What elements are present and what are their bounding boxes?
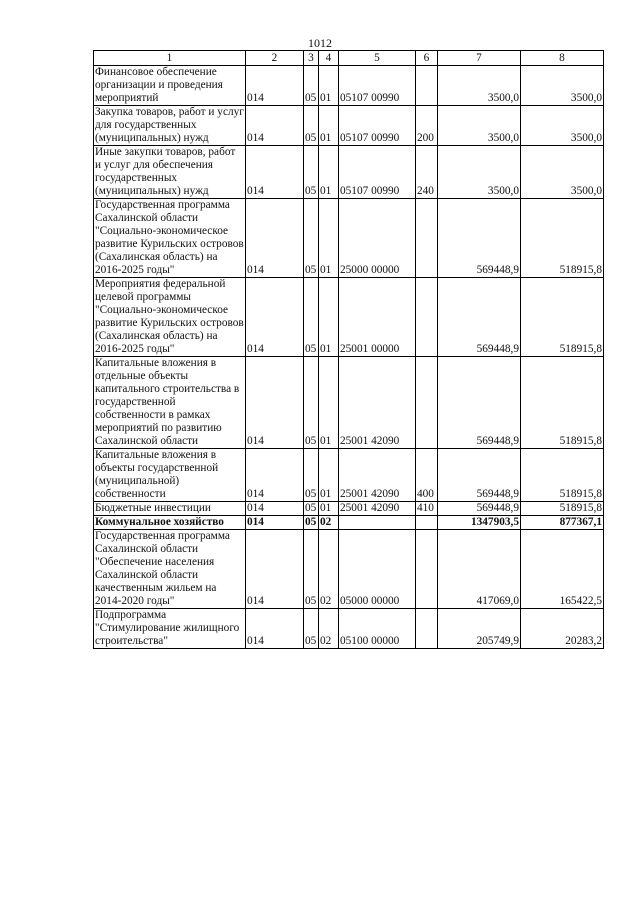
row-section-cell: 05 <box>304 146 319 199</box>
row-name-cell: Закупка товаров, работ и услуг для государственных (муниципальных) нужд <box>95 106 244 144</box>
table-row <box>94 199 604 278</box>
row-admin-code-cell: 014 <box>246 357 304 449</box>
table-row <box>94 609 604 649</box>
row-amount-year2-cell: 20283,2 <box>521 609 604 649</box>
row-amount-year2-cell: 3500,0 <box>521 66 604 106</box>
row-name-cell: Государственная программа Сахалинской области "Обеспечение населения Сахалинской области качественным жильем на 2014-2020 годы" <box>94 530 246 609</box>
row-target-article-cell: 05107 00990 <box>339 66 416 106</box>
row-admin-code-cell: 014 <box>246 146 304 199</box>
row-amount-year2-cell: 518915,8 <box>521 502 604 516</box>
row-expense-type-cell <box>416 66 438 106</box>
row-amount-year2-cell: 518915,8 <box>521 449 604 502</box>
row-amount-year1-cell: 3500,0 <box>438 66 521 106</box>
row-subsection-cell: 02 <box>319 530 339 609</box>
row-amount-year1-cell: 1347903,5 <box>438 516 521 530</box>
row-name-cell: Бюджетные инвестиции <box>94 502 246 516</box>
row-admin-code-cell: 014 <box>246 502 304 516</box>
row-target-article-cell: 25001 42090 <box>339 449 416 502</box>
row-target-article-cell: 25000 00000 <box>339 199 416 278</box>
column-header: 8 <box>521 51 604 66</box>
row-section-cell: 05 <box>304 199 319 278</box>
row-section-cell: 05 <box>304 357 319 449</box>
row-amount-year1-cell: 417069,0 <box>438 530 521 609</box>
row-expense-type-cell <box>416 278 438 357</box>
row-subsection-cell: 01 <box>319 106 339 146</box>
row-amount-year1-cell: 569448,9 <box>438 357 521 449</box>
row-section-cell: 05 <box>304 66 319 106</box>
column-header: 3 <box>304 51 319 66</box>
row-target-article-cell <box>339 516 416 530</box>
row-amount-year1-cell: 569448,9 <box>438 199 521 278</box>
row-admin-code-cell: 014 <box>246 530 304 609</box>
row-admin-code-cell: 014 <box>246 106 304 146</box>
row-expense-type-cell <box>416 530 438 609</box>
row-section-cell: 05 <box>304 278 319 357</box>
row-subsection-cell: 02 <box>319 609 339 649</box>
row-subsection-cell: 01 <box>319 357 339 449</box>
row-subsection-cell: 01 <box>319 278 339 357</box>
row-name-cell: Коммунальное хозяйство <box>94 516 246 530</box>
row-subsection-cell: 01 <box>319 66 339 106</box>
row-expense-type-cell <box>416 357 438 449</box>
row-name-cell: Государственная программа Сахалинской области "Социально-экономическое развитие Курильских островов (Сахалинская область) на 2016-2025 годы" <box>95 199 244 276</box>
row-subsection-cell: 02 <box>319 516 339 530</box>
row-amount-year2-cell: 877367,1 <box>521 516 604 530</box>
column-header: 7 <box>438 51 521 66</box>
row-expense-type-cell <box>416 609 438 649</box>
row-amount-year2-cell: 518915,8 <box>521 357 604 449</box>
row-target-article-cell: 05100 00000 <box>339 609 416 649</box>
row-section-cell: 05 <box>304 502 319 516</box>
row-name-cell: Иные закупки товаров, работ и услуг для обеспечения государственных (муниципальных) нужд <box>94 146 246 199</box>
row-expense-type-cell: 240 <box>416 146 438 199</box>
row-admin-code-cell: 014 <box>246 516 304 530</box>
row-amount-year2-cell: 3500,0 <box>521 146 604 199</box>
row-expense-type-cell: 400 <box>416 449 438 502</box>
table-row <box>94 502 604 516</box>
row-expense-type-cell: 410 <box>416 502 438 516</box>
table-row <box>94 357 604 449</box>
row-amount-year2-cell: 165422,5 <box>521 530 604 609</box>
row-expense-type-cell: 200 <box>416 106 438 146</box>
row-amount-year1-cell: 3500,0 <box>438 146 521 199</box>
row-section-cell: 05 <box>304 609 319 649</box>
row-amount-year1-cell: 205749,9 <box>438 609 521 649</box>
row-target-article-cell: 05107 00990 <box>339 106 416 146</box>
row-amount-year2-cell: 518915,8 <box>521 199 604 278</box>
row-expense-type-cell <box>416 516 438 530</box>
row-admin-code-cell: 014 <box>246 609 304 649</box>
table-row <box>94 449 604 502</box>
table-row <box>94 66 604 106</box>
row-subsection-cell: 01 <box>319 199 339 278</box>
table-body <box>94 66 604 649</box>
row-target-article-cell: 05107 00990 <box>339 146 416 199</box>
row-section-cell: 05 <box>304 516 319 530</box>
row-subsection-cell: 01 <box>319 502 339 516</box>
column-header: 2 <box>246 51 304 66</box>
row-target-article-cell: 25001 00000 <box>339 278 416 357</box>
row-subsection-cell: 01 <box>319 449 339 502</box>
page-number: 1012 <box>308 36 332 50</box>
row-target-article-cell: 25001 42090 <box>339 357 416 449</box>
column-header: 1 <box>94 51 246 66</box>
row-name-cell: Капитальные вложения в объекты государственной (муниципальной) собственности <box>94 449 246 502</box>
row-amount-year1-cell: 569448,9 <box>438 449 521 502</box>
row-name-cell: Финансовое обеспечение организации и проведения мероприятий <box>94 66 246 106</box>
row-amount-year2-cell: 518915,8 <box>521 278 604 357</box>
budget-table <box>93 50 604 649</box>
row-amount-year2-cell: 3500,0 <box>521 106 604 146</box>
row-section-cell: 05 <box>304 106 319 146</box>
column-header: 5 <box>339 51 416 66</box>
row-admin-code-cell: 014 <box>246 66 304 106</box>
row-section-cell: 05 <box>304 530 319 609</box>
row-amount-year1-cell: 569448,9 <box>438 278 521 357</box>
row-name-cell: Подпрограмма "Стимулирование жилищного строительства" <box>94 609 246 649</box>
row-subsection-cell: 01 <box>319 146 339 199</box>
row-expense-type-cell <box>416 199 438 278</box>
column-header: 4 <box>319 51 339 66</box>
row-admin-code-cell: 014 <box>246 278 304 357</box>
header-row <box>94 51 604 66</box>
row-target-article-cell: 25001 42090 <box>339 502 416 516</box>
row-amount-year1-cell: 569448,9 <box>438 502 521 516</box>
table-row <box>94 278 604 357</box>
table-row <box>94 516 604 530</box>
row-section-cell: 05 <box>304 449 319 502</box>
column-header: 6 <box>416 51 438 66</box>
table-row <box>94 530 604 609</box>
table-row <box>94 146 604 199</box>
table-row <box>94 106 604 146</box>
row-admin-code-cell: 014 <box>246 449 304 502</box>
row-amount-year1-cell: 3500,0 <box>438 106 521 146</box>
row-target-article-cell: 05000 00000 <box>339 530 416 609</box>
row-admin-code-cell: 014 <box>246 199 304 278</box>
row-name-cell: Капитальные вложения в отдельные объекты капитального строительства в государственной собственности в рамках мероприятий по развитию Сахалинской области <box>94 357 246 449</box>
row-name-cell: Мероприятия федеральной целевой программы "Социально-экономическое развитие Курильских островов (Сахалинская область) на 2016-2025 годы" <box>95 278 244 355</box>
